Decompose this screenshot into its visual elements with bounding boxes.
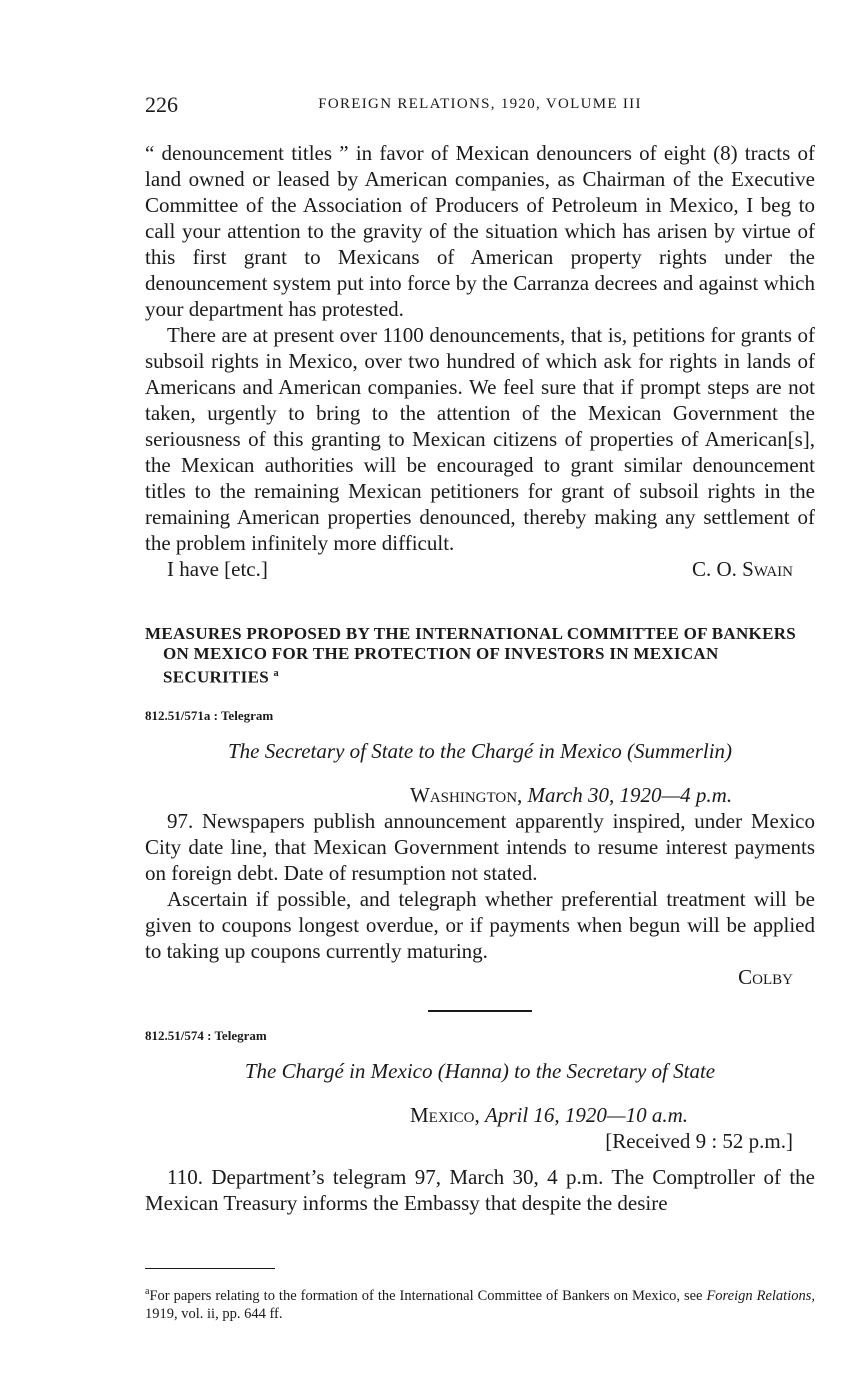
dateline-place-2: Mexico, (410, 1102, 480, 1127)
page-number: 226 (145, 92, 178, 117)
letter-signature: C. O. Swain (691, 557, 793, 581)
document-title-2: The Chargé in Mexico (Hanna) to the Secretary of State (244, 1058, 716, 1083)
dateline-1 (145, 782, 815, 808)
footnote-italic: Foreign Relations, (706, 1287, 815, 1304)
heading-footnote-marker: a (273, 668, 279, 679)
file-reference-2: 812.51/574 : Telegram (145, 1027, 267, 1043)
letter-closing (145, 556, 815, 582)
footnote-rule (145, 1268, 275, 1269)
letter-paragraph-2: There are at present over 1100 denouncements, that is, petitions for grants of subsoil rights in Mexico, over two hundred of which ask for rights in lands of Americans and American companies. We feel sure that if prompt steps are not taken, urgently to bring to the attention of the Mexican Government the seriousness of this granting to Mexican citizens of properties of American[s], the Mexican authorities will be encouraged to grant similar denouncement titles to the remaining Mexican petitioners for grant of subsoil rights in the remaining American properties denounced, thereby making any settlement of the problem infinitely more difficult. (145, 323, 815, 555)
page-header (145, 92, 815, 132)
dateline-date-2: April 16, 1920—10 a.m. (485, 1102, 689, 1127)
footnote-text-1: For papers relating to the formation of the International Committee of Bankers on Mexico, see (149, 1287, 707, 1304)
telegram-paragraph-1: 97. Newspapers publish announcement apparently inspired, under Mexico City date line, that Mexican Government intends to resume interest payments on foreign debt. Date of resumption not stated. (145, 808, 815, 885)
section-divider (428, 1010, 532, 1012)
document-title-1: The Secretary of State to the Chargé in Mexico (Summerlin) (227, 738, 733, 763)
dateline-2 (145, 1102, 815, 1128)
telegram-paragraph-2: Ascertain if possible, and telegraph whether preferential treatment will be given to coupons longest overdue, or if payments when begun will be applied to taking up coupons currently maturing. (145, 886, 815, 963)
telegram-signature: Colby (738, 964, 793, 989)
running-head: FOREIGN RELATIONS, 1920, VOLUME III (318, 96, 642, 112)
closing-phrase: I have [etc.] (167, 557, 268, 581)
received-note: [Received 9 : 52 p.m.] (605, 1128, 793, 1153)
footnote-marker: a (145, 1286, 150, 1297)
document-page (145, 92, 815, 1216)
dateline-place: Washington, (410, 782, 523, 807)
section-heading-text: MEASURES PROPOSED BY THE INTERNATIONAL COMMITTEE OF BANKERS ON MEXICO FOR THE PROTECTION OF INVESTORS IN MEXICAN SECURITIES (145, 624, 797, 687)
footnote-text-2: 1919, vol. ii, pp. 644 ff. (145, 1305, 283, 1322)
footnote (145, 1283, 815, 1323)
section-heading (145, 624, 815, 688)
file-reference-1: 812.51/571a : Telegram (145, 707, 274, 723)
telegram2-paragraph-1: 110. Department’s telegram 97, March 30, 4 p.m. The Comptroller of the Mexican Treasury informs the Embassy that despite the desire (145, 1164, 815, 1215)
dateline-date: March 30, 1920—4 p.m. (527, 782, 733, 807)
letter-paragraph-1: “ denouncement titles ” in favor of Mexican denouncers of eight (8) tracts of land owned or leased by American companies, as Chairman of the Executive Committee of the Association of Producers of Petroleum in Mexico, I beg to call your attention to the gravity of the situation which has arisen by virtue of this first grant to Mexicans of American property rights under the denouncement system put into force by the Carranza decrees and against which your department has protested. (145, 141, 815, 321)
